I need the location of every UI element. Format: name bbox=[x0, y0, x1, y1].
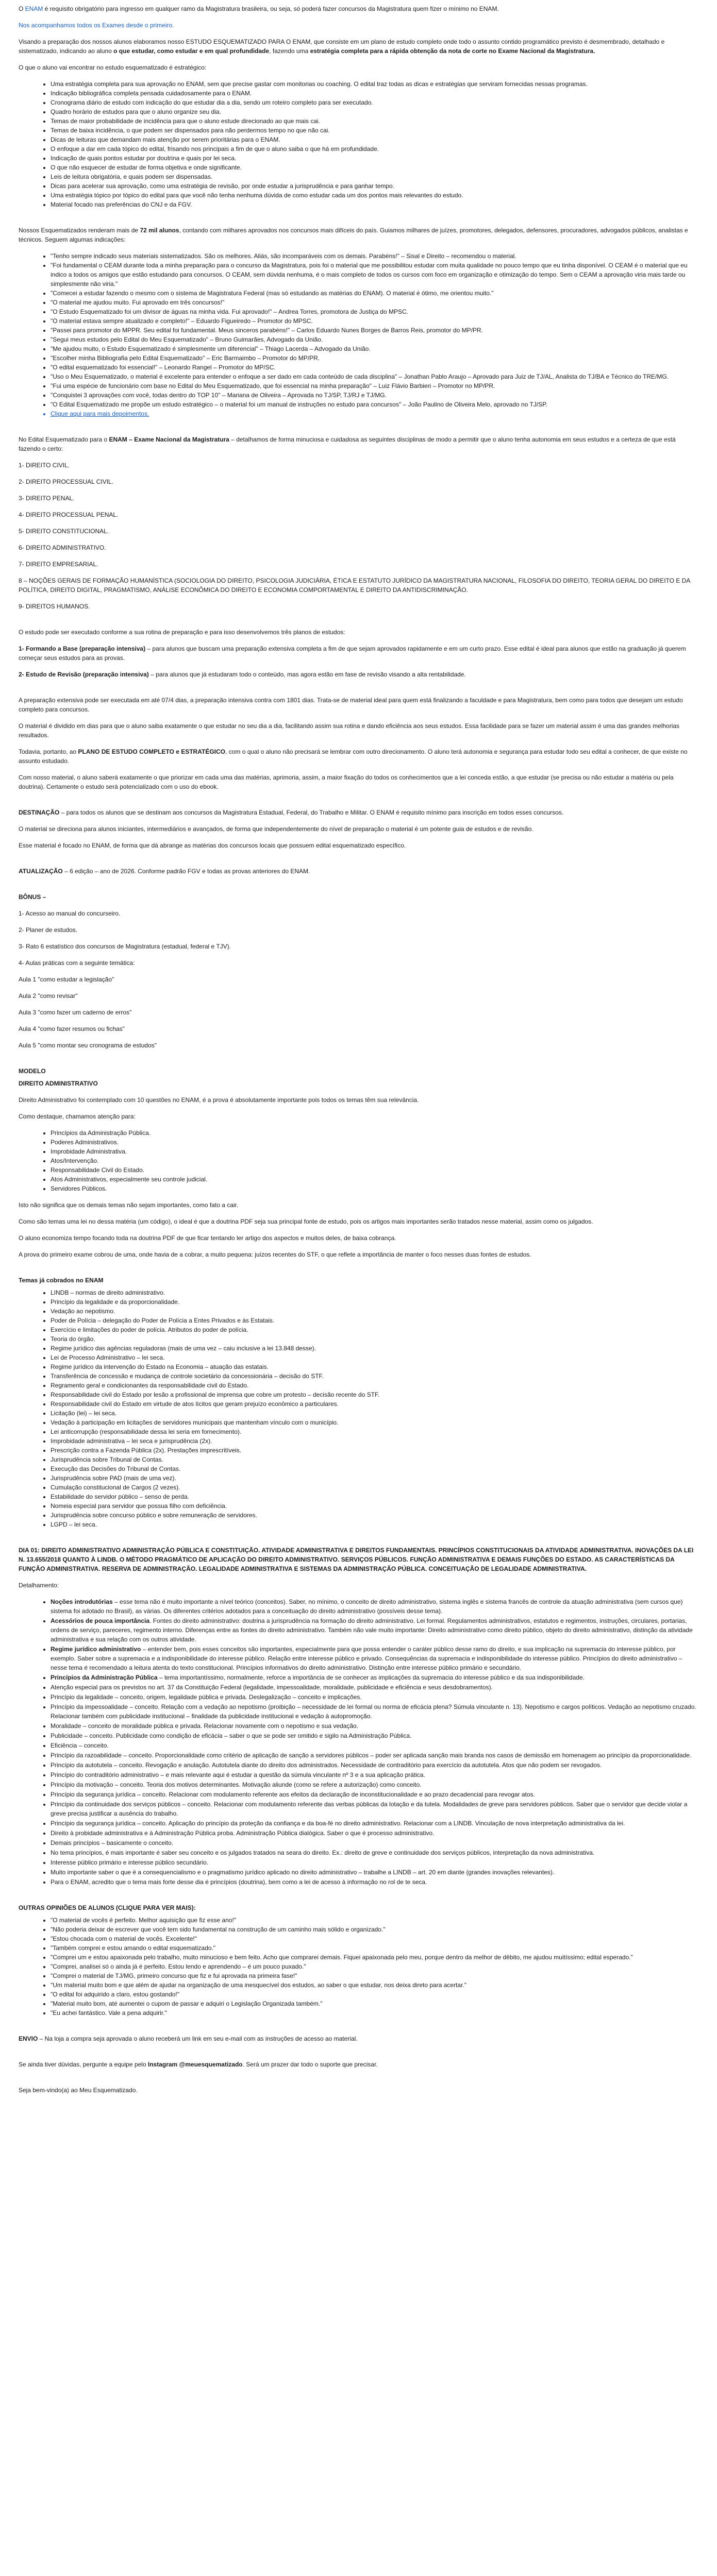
topic-item: • Responsabilidade civil do Estado por lesão a profissional de imprensa que cobre um protesto – decisão recente do STF. bbox=[51, 1390, 698, 1399]
subject-item: 6- DIREITO ADMINISTRATIVO. bbox=[19, 544, 106, 551]
testimonial-item: • "O Edital Esquematizado me propõe um estudo estratégico – o material foi um manual de instruções no estudo para concursos" – João Paulino de Oliveira Melo, aprovado no TJ/SP. bbox=[51, 400, 698, 409]
detail-item bbox=[51, 1721, 698, 1731]
plans-complete: Todavia, portanto, ao PLANO DE ESTUDO COMPLETO e ESTRATÉGICO, com o qual o aluno não precisará se lembrar com outro direcionamento. O aluno terá autonomia e segurança para estudar todo seu edital a conhecer, de que existe no assunto estudado. bbox=[19, 748, 688, 765]
feature-item: • Indicação bibliográfica completa pensada cuidadosamente para o ENAM. bbox=[51, 89, 698, 98]
testimonial-item: • "O material me ajudou muito. Fui aprovado em três concursos!" bbox=[51, 298, 698, 307]
update-paragraph: ATUALIZAÇÃO – 6 edição – ano de 2026. Conforme padrão FGV e todas as provas anteriores do ENAM. bbox=[19, 868, 310, 875]
detail-item-text: – tema importantíssimo, normalmente, reforce a importância de se conhecer as implicações da supremacia do interesse público e da sua indisponibilidade. bbox=[157, 1674, 585, 1681]
others-title[interactable]: OUTRAS OPINIÕES DE ALUNOS (CLIQUE PARA VER MAIS): bbox=[19, 1904, 196, 1911]
detail-item bbox=[51, 1838, 698, 1848]
welcome: Seja bem-vindo(a) ao Meu Esquematizado. bbox=[19, 2087, 138, 2094]
detail-item bbox=[51, 1673, 698, 1682]
detail-item bbox=[51, 1702, 698, 1721]
model-p5: O aluno economiza tempo focando toda na doutrina PDF de que ficar tentando ler artigo dos aspectos e muitos deles, de baixa cobrança. bbox=[19, 1234, 396, 1242]
day-title: DIA 01: DIREITO ADMINISTRATIVO ADMINISTRAÇÃO PÚBLICA E CONSTITUIÇÃO. ATIVIDADE ADMINISTRATIVA E DIREITOS FUNDAMENTAIS. PRINCÍPIOS CONSTITUCIONAIS DA ATIVIDADE ADMINISTRATIVA. INOVAÇÕES DA LEI N. 13.655/2018 QUANTO À LINDB. O MÉTODO PRAGMÁTICO DE APLICAÇÃO DO DIREITO ADMINISTRATIVO. SERVIÇOS PÚBLICOS. FUNÇÃO ADMINISTRATIVA E DEMAIS FUNÇÕES DO ESTADO. AS CARACTERÍSTICAS DA FUNÇÃO ADMINISTRATIVA. RESERVA DE ADMINISTRAÇÃO. LEGALIDADE ADMINISTRATIVA E SISTEMAS DA ADMINISTRAÇÃO PÚBLICA. CONCEITUAÇÃO DE LEGALIDADE ADMINISTRATIVA. bbox=[19, 1547, 694, 1572]
detail-item-text: No tema princípios, é mais importante é saber seu conceito e os julgados tratados na seara do direito. Ex.: direito de greve e continuidade dos serviços públicos, interpretação da nova administrativa. bbox=[51, 1849, 595, 1856]
highlight-item: • Servidores Públicos. bbox=[51, 1184, 698, 1193]
bonus-lesson: Aula 2 "como revisar" bbox=[19, 992, 78, 999]
testimonial-item: • "Tenho sempre indicado seus materiais sistematizados. São os melhores. Aliás, são incomparáveis com os demais. Parabéns!" – Sisal e Direito – recomendou o material. bbox=[51, 251, 698, 261]
testimonials-list bbox=[19, 251, 698, 418]
detail-item-title: Noções introdutórias bbox=[51, 1598, 113, 1605]
topic-item: • Cumulação constitucional de Cargos (2 vezes). bbox=[51, 1483, 698, 1492]
opinion-item: • "Estou chocada com o material de vocês. Excelente!" bbox=[51, 1934, 698, 1943]
feature-item: • Uma estratégia tópico por tópico do edital para que você não tenha nenhuma dúvida de como estudar cada um dos pontos mais relevantes do estudo. bbox=[51, 191, 698, 200]
detail-item-text: Princípio do contraditório administrativo – e mais relevante aqui é estudar a questão da súmula vinculante nº 3 e a sua aplicação prática. bbox=[51, 1771, 425, 1778]
topic-item: • Teoria do órgão. bbox=[51, 1334, 698, 1344]
structure-intro: No Edital Esquematizado para o ENAM – Exame Nacional da Magistratura – detalhamos de forma minuciosa e cuidadosa as seguintes disciplinas de modo a permitir que o aluno tenha autonomia em seus estudos e a certeza de que está fazendo o certo: bbox=[19, 436, 676, 452]
model-p1: Direito Administrativo foi contemplado com 10 questões no ENAM, é a prova é absolutamente importante pois todos os temas têm sua relevância. bbox=[19, 1096, 419, 1104]
approved-intro: Nossos Esquematizados renderam mais de 72 mil alunos, contando com milhares aprovados nos concursos mais difíceis do país. Guiamos milhares de juízes, promotores, delegados, defensores, procuradores, advogados públicos, analistas e técnicos. Seguem algumas indicações: bbox=[19, 227, 688, 243]
topic-item: • Lei de Processo Administrativo – lei seca. bbox=[51, 1353, 698, 1362]
feature-item: • O que não esquecer de estudar de forma objetiva e onde significante. bbox=[51, 163, 698, 172]
detail-item-text: Publicidade – conceito. Publicidade como condição de eficácia – saber o que se pode ser omitido e sigilo na Administração Pública. bbox=[51, 1732, 412, 1739]
detail-item-text: Atenção especial para os previstos no art. 37 da Constituição Federal (legalidade, impessoalidade, moralidade, publicidade e eficiência e seus desdobramentos). bbox=[51, 1684, 493, 1691]
destination: DESTINAÇÃO – para todos os alunos que se destinam aos concursos da Magistratura Estadual, Federal, do Trabalho e Militar. O ENAM é requisito mínimo para inscrição em todos esses concursos. bbox=[19, 809, 564, 816]
topic-item: • Regramento geral e condicionantes da responsabilidade civil do Estado. bbox=[51, 1381, 698, 1390]
model-title: MODELO bbox=[19, 1067, 46, 1075]
bonus-items bbox=[19, 909, 698, 968]
detail-item-text: Demais princípios – basicamente o conceito. bbox=[51, 1839, 174, 1846]
feature-item: • Quadro horário de estudos para que o aluno organize seu dia. bbox=[51, 107, 698, 116]
testimonial-item: • "O Estudo Esquematizado foi um divisor de águas na minha vida. Fui aprovado!" – Andrea Torres, promotora de Justiça do MPSC. bbox=[51, 307, 698, 316]
plans-duration: A preparação extensiva pode ser executada em até 07/4 dias, a preparação intensiva contra com 1801 dias. Trata-se de material ideal para quem está finalizando a faculdade e para Magistratura, bem como para todos que desejam um estudo completo para concursos. bbox=[19, 697, 683, 713]
topic-item: • Execução das Decisões do Tribunal de Contas. bbox=[51, 1464, 698, 1473]
detail-item-title: Acessórios de pouca importância bbox=[51, 1617, 150, 1624]
focus-paragraph: Esse material é focado no ENAM, de forma que dá abrange as matérias dos concursos locais que possuem edital esquematizado específico. bbox=[19, 842, 406, 849]
instagram-handle[interactable]: Instagram @meuesquematizado bbox=[147, 2061, 243, 2068]
detail-item-text: – esse tema não é muito importante a nível teórico (conceitos). Saber, no mínimo, o conceito de direito administrativo, sistema inglês e sistema francês de controle da atuação administrativa (sem cursos que) sistema foi adotado no Brasil), as várias. Os diferentes critérios adotados para a conceituação do direito administrativo (possíveis desse tema). bbox=[51, 1598, 683, 1615]
opinion-item: • "O edital foi adquirido a claro, estou gostando!" bbox=[51, 1990, 698, 1999]
highlight-item: • Improbidade Administrativa. bbox=[51, 1147, 698, 1156]
testimonial-item: • "Comecei a estudar fazendo o mesmo com o sistema de Magistratura Federal (mas só estudando as matérias do ENAM). O material é ótimo, me orientou muito." bbox=[51, 289, 698, 298]
detail-label: Detalhamento: bbox=[19, 1582, 59, 1589]
topic-item: • Regime jurídico das agências reguladoras (mais de uma vez – caiu inclusive a lei 13.848 desse). bbox=[51, 1344, 698, 1353]
model-highlight-list bbox=[19, 1128, 698, 1193]
topic-item: • Vedação à participação em licitações de servidores municipais que mantenham vínculo com o município. bbox=[51, 1418, 698, 1427]
bonus-item: 4- Aulas práticas com a seguinte temática: bbox=[19, 959, 135, 967]
detail-item-text: Princípio da segurança jurídica – conceito. Relacionar com modulamento referente aos efeitos da declaração de inconstitucionalidade e ao prazo decadencial para revogar atos. bbox=[51, 1791, 535, 1798]
intro-paragraph-2[interactable]: Nos acompanhamos todos os Exames desde o primeiro. bbox=[19, 22, 174, 29]
detail-item bbox=[51, 1780, 698, 1789]
questions: Se ainda tiver dúvidas, pergunte a equipe pelo Instagram @meuesquematizado. Será um prazer dar todo o suporte que precisar. bbox=[19, 2061, 378, 2068]
highlight-item: • Poderes Administrativos. bbox=[51, 1138, 698, 1147]
detail-item bbox=[51, 1848, 698, 1857]
detail-item-text: Muito importante saber o que é a consequencialismo e o pragmatismo jurídico aplicado no direito administrativo – trabalhe a LINDB – art. 20 em diante (grandes inovações relevantes). bbox=[51, 1869, 555, 1876]
detail-item bbox=[51, 1770, 698, 1780]
testimonial-item: • "Conquistei 3 aprovações com você, todas dentro do TOP 10" – Mariana de Oliveira – Aprovada no TJ/SP, TJ/RJ e TJ/MG. bbox=[51, 391, 698, 400]
detail-item bbox=[51, 1828, 698, 1838]
detail-item-text: Princípio da impessoalidade – conceito. Relação com a vedação ao nepotismo (proibição – necessidade de lei formal ou norma de eficácia plena? Súmula vinculante n. 13). Nepotismo e cargos políticos. Vedação ao nepotismo cruzado. Relacionar também com publicidade institucional – finalidade da publicidade institucional e vedação à autopromoção. bbox=[51, 1703, 696, 1720]
opinion-item: • "O material de vocês é perfeito. Melhor aquisição que fiz esse ano!" bbox=[51, 1916, 698, 1925]
opinion-item: • "Comprei, analisei só o ainda já é perfeito. Estou lendo e aprendendo – é um pouco puxado." bbox=[51, 1962, 698, 1971]
opinion-item: • "Comprei o material de TJ/MG, primeiro concurso que fiz e fui aprovada na primeira fase!" bbox=[51, 1971, 698, 1980]
detail-item-text: Interesse público primário e interesse público secundário. bbox=[51, 1859, 209, 1866]
topic-item: • Responsabilidade civil do Estado em virtude de atos lícitos que geram prejuízo econômico a particulares. bbox=[51, 1399, 698, 1409]
opinion-item: • "Comprei um e estou apaixonada pelo trabalho, muito minucioso e bem feito. Acho que comprarei demais. Fiquei apaixonada pelo meu, porque dentro da melhor de dêbito, me ajudou muitíssimo; edital esperado." bbox=[51, 1953, 698, 1962]
topic-item: • Lei anticorrupção (responsabilidade dessa lei seria em fornecimento). bbox=[51, 1427, 698, 1436]
opinion-item: • "Material muito bom, até aumentei o cupom de passar e adquiri o Legislação Organizada também." bbox=[51, 1999, 698, 2008]
topic-item: • Princípio da legalidade e da proporcionalidade. bbox=[51, 1297, 698, 1307]
detail-item-text: Princípio da razoabilidade – conceito. Proporcionalidade como critério de aplicação de sanção a servidores públicos – poder ser aplicada sanção mais branda nos casos de demissão em homenagem ao princípio da proporcionalidade. bbox=[51, 1752, 692, 1759]
testimonial-item: • "Segui meus estudos pelo Edital do Meu Esquematizado" – Bruno Guimarães, Advogado da União. bbox=[51, 335, 698, 344]
topic-item: • LINDB – normas de direito administrativo. bbox=[51, 1288, 698, 1297]
level-paragraph: O material se direciona para alunos iniciantes, intermediários e avançados, de forma que independentemente do nível de preparação o material é um potente guia de estudos e de revisão. bbox=[19, 825, 533, 833]
detail-item-title: Regime jurídico administrativo bbox=[51, 1646, 141, 1653]
plan-1: 1- Formando a Base (preparação intensiva) – para alunos que buscam uma preparação extensiva completa a fim de que sejam aprovados rapidamente e em um curto prazo. Esse edital é ideal para alunos que estão na graduação já querem começar seus estudos para as provas. bbox=[19, 645, 686, 662]
bonus-lesson: Aula 1 "como estudar a legislação" bbox=[19, 976, 114, 983]
bonus-item: 3- Rato 6 estatístico dos concursos de Magistratura (estadual, federal e TJV). bbox=[19, 943, 231, 950]
testimonial-item: • "Me ajudou muito, o Estudo Esquematizado é simplesmente um diferencial" – Thiago Lacerda – Advogado da União. bbox=[51, 344, 698, 353]
subject-item: 2- DIREITO PROCESSUAL CIVIL. bbox=[19, 478, 114, 485]
topic-item: • LGPD – lei seca. bbox=[51, 1520, 698, 1529]
detail-item bbox=[51, 1760, 698, 1770]
topics-list bbox=[19, 1288, 698, 1529]
model-p2: Como destaque, chamamos atenção para: bbox=[19, 1113, 136, 1120]
testimonial-item: • "Passei para promotor do MPPR. Seu edital foi fundamental. Meus sinceros parabéns!" – Carlos Eduardo Nunes Borges de Barros Reis, promotor do MP/PR. bbox=[51, 326, 698, 335]
subject-item: 7- DIREITO EMPRESARIAL. bbox=[19, 561, 98, 568]
detail-item bbox=[51, 1645, 698, 1672]
opinion-item: • "Também comprei e estou amando o edital esquematizado." bbox=[51, 1943, 698, 1953]
subjects-list bbox=[19, 461, 698, 611]
highlight-item: • Responsabilidade Civil do Estado. bbox=[51, 1165, 698, 1175]
feature-item: • Uma estratégia completa para sua aprovação no ENAM, sem que precise gastar com monitorias ou coaching. O edital traz todas as dicas e estratégias que serviram fornecidas nessas programas. bbox=[51, 79, 698, 89]
topic-item: • Jurisprudência sobre Tribunal de Contas. bbox=[51, 1455, 698, 1464]
detail-item-text: Princípio da motivação – conceito. Teoria dos motivos determinantes. Motivação aliunde (como se refere a autorização) como conceito. bbox=[51, 1781, 422, 1788]
detail-item bbox=[51, 1868, 698, 1877]
model-p3: Isto não significa que os demais temas não sejam importantes, como fato a cair. bbox=[19, 1201, 239, 1209]
bonus-lesson: Aula 3 "como fazer um caderno de erros" bbox=[19, 1009, 132, 1016]
topic-item: • Nomeia especial para servidor que possua filho com deficiência. bbox=[51, 1501, 698, 1511]
topic-item: • Improbidade administrativa – lei seca e jurisprudência (2x). bbox=[51, 1436, 698, 1446]
plans-division: O material é dividido em dias para que o aluno saiba exatamente o que estudar no seu dia a dia, facilitando assim sua rotina e dando eficiência aos seus estudos. Essa facilidade para se fazer um material assim é uma das grandes melhorias resultados. bbox=[19, 722, 680, 739]
topic-item: • Licitação (lei) – lei seca. bbox=[51, 1409, 698, 1418]
testimonial-item: • "Fui uma espécie de funcionário com base no Edital do Meu Esquematizado, que foi essencial na minha preparação" – Luiz Flávio Barbieri – Promotor no MP/PR. bbox=[51, 381, 698, 391]
detail-item-title: Princípios da Administração Pública bbox=[51, 1674, 158, 1681]
intro-paragraph-4: O que o aluno vai encontrar no estudo esquematizado é estratégico: bbox=[19, 64, 207, 71]
detail-item bbox=[51, 1751, 698, 1760]
bonus-item: 1- Acesso ao manual do concurseiro. bbox=[19, 910, 121, 917]
other-opinions-list bbox=[19, 1916, 698, 2018]
detail-item bbox=[51, 1731, 698, 1740]
plan-2: 2- Estudo de Revisão (preparação intensiva) – para alunos que já estudaram todo o conteúdo, mas agora estão em fase de revisão visando a alta rentabilidade. bbox=[19, 671, 466, 678]
topic-item: • Jurisprudência sobre PAD (mais de uma vez). bbox=[51, 1473, 698, 1483]
testimonial-item: • "O edital esquematizado foi essencial!" – Leonardo Rangel – Promotor do MP/SC. bbox=[51, 363, 698, 372]
feature-item: • O enfoque a dar em cada tópico do edital, frisando nos principais a fim de que o aluno saiba o que há em profundidade. bbox=[51, 144, 698, 154]
opinion-item: • "Não poderia deixar de escrever que você tem sido fundamental na construção de um caminho mais sólido e organizado." bbox=[51, 1925, 698, 1934]
feature-item: • Indicação de quais pontos estudar por doutrina e quais por lei seca. bbox=[51, 154, 698, 163]
highlight-item: • Atos Administrativos, especialmente seu controle judicial. bbox=[51, 1175, 698, 1184]
feature-item: • Leis de leitura obrigatória, e quais podem ser dispensadas. bbox=[51, 172, 698, 181]
detail-item-text: Para o ENAM, acredito que o tema mais forte desse dia é princípios (doutrina), bem como a lei de acesso à informação no rol de te seca. bbox=[51, 1878, 427, 1886]
detail-item-text: – entender bem, pois esses conceitos são importantes, especialmente para que possa entender o caráter público desse ramo do direito, e sua implicação na supremacia do interesse público, por exemplo. Saber sobre a supremacia e a indisponibilidade do interesse público. Relação entre interesse público e privado. Consequências da supremacia e indisponibilidade do interesse público. Princípios do direito administrativo – nesse tema é recomendado a leitura atenta do texto constitucional. Princípios informativos do direito administrativo. Distinção entre interesse público primário e secundário. bbox=[51, 1646, 682, 1671]
feature-item: • Cronograma diário de estudo com indicação do que estudar dia a dia, sendo um roteiro completo para ser executado. bbox=[51, 98, 698, 107]
topic-item: • Poder de Polícia – delegação do Poder de Polícia a Entes Privados e às Estatais. bbox=[51, 1316, 698, 1325]
feature-item: • Temas de baixa incidência, o que podem ser dispensados para não perdermos tempo no que não cai. bbox=[51, 126, 698, 135]
detail-item-text: Eficiência – conceito. bbox=[51, 1742, 109, 1749]
model-p6: A prova do primeiro exame cobrou de uma, onde havia de a cobrar, a muito pequena: juízos recentes do STF, o que reflete a importância de manter o foco nesses duas fontes de estudos. bbox=[19, 1251, 531, 1258]
detail-item-text: Princípio da autotutela – conceito. Revogação e anulação. Autotutela diante do direito dos administrados. Necessidade de contraditório para exercício da autotutela. Atos que não podem ser revogados. bbox=[51, 1761, 602, 1769]
bonus-lessons bbox=[19, 975, 698, 1050]
feature-item: • Material focado nas preferências do CNJ e da FGV. bbox=[51, 200, 698, 209]
plans-priority: Com nosso material, o aluno saberá exatamente o que priorizar em cada uma das matérias, aprimoria, assim, a maior fixação do todos os conhecimentos que a lei conceda estão, a que estudar (se precisa ou não estudar a matéria ou pela doutrina). Certamente o estudo será potencializado com o uso do ebook. bbox=[19, 774, 674, 790]
bonus-lesson: Aula 4 "como fazer resumos ou fichas" bbox=[19, 1025, 125, 1032]
opinion-item: • "Um material muito bom e que além de ajudar na organização de uma inesquecível dos estudos, ao saber o que estudar, nos deixa direto para acertar." bbox=[51, 1980, 698, 1990]
bonus-lesson: Aula 5 "como montar seu cronograma de estudos" bbox=[19, 1042, 157, 1049]
testimonial-item[interactable]: • Clique aqui para mais depoimentos. bbox=[51, 409, 698, 418]
detail-item-text: Princípio da segurança jurídica – conceito. Aplicação do princípio da proteção da confiança e da boa-fé no direito administrativo. Relacionar com a LINDB. Vinculação de nova interpretação administrativa da lei. bbox=[51, 1820, 625, 1827]
detail-item bbox=[51, 1858, 698, 1867]
detail-item bbox=[51, 1877, 698, 1887]
topics-title: Temas já cobrados no ENAM bbox=[19, 1277, 104, 1284]
testimonial-item: • "Uso o Meu Esquematizado, o material é excelente para entender o enfoque a ser dado em cada conteúdo de cada disciplina" – Jonathan Pablo Araujo – Aprovado para Juiz de TJ/AL, Analista do TJ/BA e Técnico do TRE/MG. bbox=[51, 372, 698, 381]
enam-link[interactable]: ENAM bbox=[25, 5, 43, 12]
testimonial-item: • "Escolher minha Bibliografia pelo Edital Esquematizado" – Eric Barmaimbo – Promotor do MP/PR. bbox=[51, 353, 698, 363]
model-subtitle: DIREITO ADMINISTRATIVO bbox=[19, 1080, 98, 1087]
detail-item bbox=[51, 1616, 698, 1644]
topic-item: • Vedação ao nepotismo. bbox=[51, 1307, 698, 1316]
feature-item: • Dicas para acelerar sua aprovação, como uma estratégia de revisão, por onde estudar a jurisprudência e para ganhar tempo. bbox=[51, 181, 698, 191]
topic-item: • Prescrição contra a Fazenda Pública (2x). Prestações imprescritíveis. bbox=[51, 1446, 698, 1455]
bonus-title: BÔNUS – bbox=[19, 893, 46, 901]
topic-item: • Jurisprudência sobre concurso público e sobre remuneração de servidores. bbox=[51, 1511, 698, 1520]
subject-item: 4- DIREITO PROCESSUAL PENAL. bbox=[19, 511, 119, 518]
subject-item: 5- DIREITO CONSTITUCIONAL. bbox=[19, 528, 109, 535]
detail-item bbox=[51, 1819, 698, 1828]
intro-paragraph-1: O ENAM é requisito obrigatório para ingresso em qualquer ramo da Magistratura brasileira, ou seja, só poderá fazer concursos da Magistratura quem fizer o mínimo no ENAM. bbox=[19, 5, 499, 12]
features-list bbox=[19, 79, 698, 209]
detail-item bbox=[51, 1790, 698, 1799]
highlight-item: • Atos/Intervenção. bbox=[51, 1156, 698, 1165]
detail-item-text: Princípio da legalidade – conceito, origem, legalidade pública e privada. Deslegalização – conceito e implicações. bbox=[51, 1693, 362, 1701]
subject-item: 9- DIREITOS HUMANOS. bbox=[19, 603, 90, 610]
detail-item bbox=[51, 1692, 698, 1702]
topic-item: • Estabilidade do servidor público – senso de perda. bbox=[51, 1492, 698, 1501]
model-p4: Como são temas uma lei no dessa matéria (um código), o ideal é que a doutrina PDF seja sua principal fonte de estudo, pois os artigos mais importantes serão tratados nesse material, assim como os julgados. bbox=[19, 1218, 593, 1225]
feature-item: • Temas de maior probabilidade de incidência para que o aluno estude direcionado ao que mais cai. bbox=[51, 116, 698, 126]
subject-item: 8 – NOÇÕES GERAIS DE FORMAÇÃO HUMANÍSTICA (SOCIOLOGIA DO DIREITO, PSICOLOGIA JUDICIÁRIA, ÉTICA E ESTATUTO JURÍDICO DA MAGISTRATURA NACIONAL, FILOSOFIA DO DIREITO, TEORIA GERAL DO DIREITO E DA POLÍTICA, DIREITO DIGITAL, PRAGMATISMO, ANÁLISE ECONÔMICA DO DIREITO E ECONOMIA COMPORTAMENTAL E DIREITO DA ANTIDISCRIMINAÇÃO. bbox=[19, 577, 690, 594]
detail-item-text: Princípio da continuidade dos serviços públicos – conceito. Relacionar com modulamento referente das verbas públicas da lotação e da tutela. Modalidades de greve para servidores públicos. Saber que o servidor que decide violar a greve precisa justificar a ausência do trabalho. bbox=[51, 1801, 688, 1817]
plans-intro: O estudo pode ser executado conforme a sua rotina de preparação e para isso desenvolvemos três planos de estudos: bbox=[19, 629, 345, 636]
topic-item: • Exercício e limitações do poder de polícia. Atributos do poder de polícia. bbox=[51, 1325, 698, 1334]
detail-item bbox=[51, 1683, 698, 1692]
subject-item: 1- DIREITO CIVIL. bbox=[19, 462, 70, 469]
testimonial-item: • "O material estava sempre atualizado e completo!" – Eduardo Figueiredo – Promotor do MPSC. bbox=[51, 316, 698, 326]
bonus-item: 2- Planer de estudos. bbox=[19, 926, 78, 934]
testimonial-item: • "Foi fundamental o CEAM durante toda a minha preparação para o concurso da Magistratura, pois foi o material que me possibilitou estudar com muita qualidade no pouco tempo que eu tinha disponível. O CEAM é o material que eu indico a todos os amigos que estão estudando para concursos. O CEAM, sem dúvida nenhuma, é o mais completo de todos os cursos com foco em organização e otimização do tempo. Sem o CEAM a aprovação viria mais tarde ou simplesmente não viria." bbox=[51, 261, 698, 289]
intro-paragraph-3: Visando a preparação dos nossos alunos elaboramos nosso ESTUDO ESQUEMATIZADO PARA O ENAM, que consiste em um plano de estudo completo onde todo o assunto contido programático previsto é desmembrado, detalhado e sistematizado, indicando ao aluno o que estudar, como estudar e em qual profundidade, fazendo uma estratégia completa para a rápida obtenção da nota de corte no Exame Nacional da Magistratura. bbox=[19, 38, 665, 55]
detail-item-text: . Fontes do direito administrativo: doutrina a jurisprudência na formação do direito administrativo. Lei formal. Regulamentos administrativos, estatutos e regimentos, instruções, circulares, portarias, ordens de serviço, pareceres, regimento interno. Diferenças entre as fontes do direito administrativo. Também não vale muito importante: Direito administrativo como direito público, objeto do direito administrativo, distinção da atividade administrativa e sua relação com os outros atividade. bbox=[51, 1617, 693, 1643]
detail-item bbox=[51, 1741, 698, 1750]
detail-item-text: Direito à probidade administrativa e à Administração Pública proba. Administração Pública dialógica. Saber o que é processo administrativo. bbox=[51, 1829, 435, 1837]
detail-item-text: Moralidade – conceito de moralidade pública e privada. Relacionar novamente com o nepotismo e sua vedação. bbox=[51, 1722, 359, 1730]
feature-item: • Dicas de leituras que demandam mais atenção por serem prioritárias para o ENAM. bbox=[51, 135, 698, 144]
shipping: ENVIO – Na loja a compra seja aprovada o aluno receberá um link em seu e-mail com as instruções de acesso ao material. bbox=[19, 2035, 358, 2042]
opinion-item: • "Eu achei fantástico. Vale a pena adquirir." bbox=[51, 2008, 698, 2018]
detail-item bbox=[51, 1597, 698, 1616]
detail-item bbox=[51, 1800, 698, 1818]
highlight-item: • Princípios da Administração Pública. bbox=[51, 1128, 698, 1138]
subject-item: 3- DIREITO PENAL. bbox=[19, 495, 75, 502]
topic-item: • Transferência de concessão e mudança de controle societário da concessionária – decisão do STF. bbox=[51, 1371, 698, 1381]
topic-item: • Regime jurídico da intervenção do Estado na Economia – atuação das estatais. bbox=[51, 1362, 698, 1371]
day-detail-list bbox=[19, 1597, 698, 1887]
